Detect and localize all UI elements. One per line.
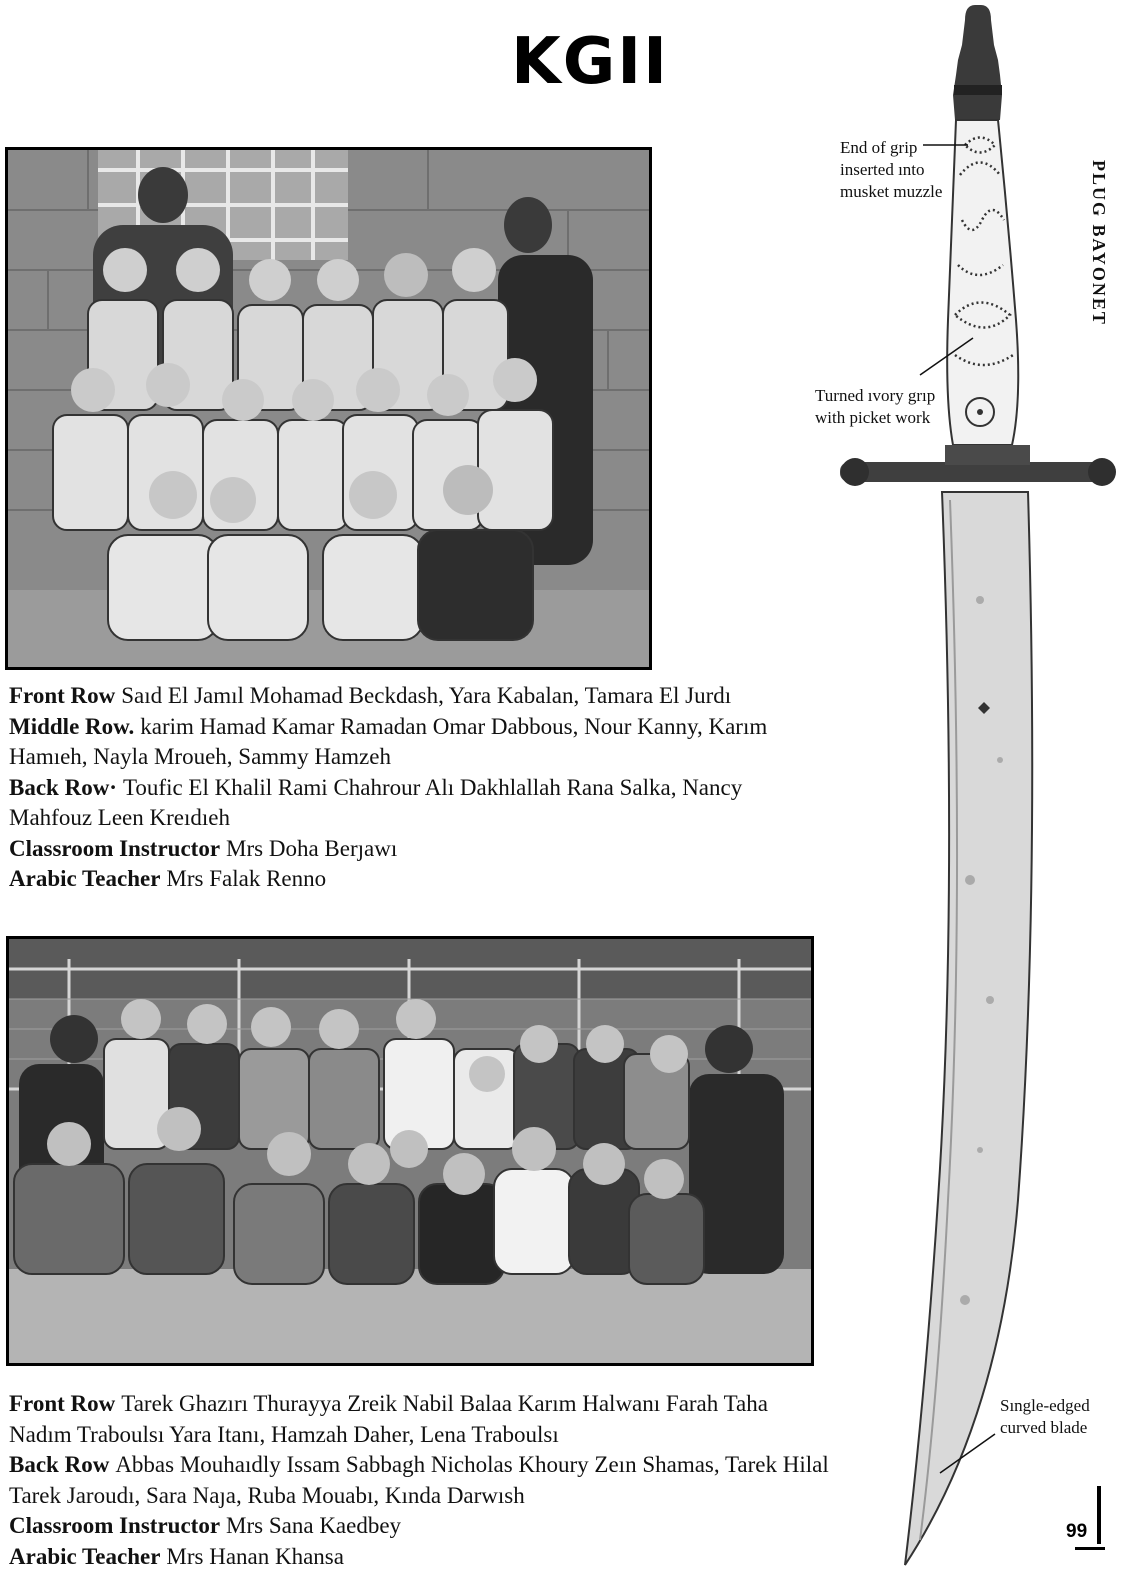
- row-label: Classroom Instructor: [9, 1513, 221, 1538]
- caption-row: [9, 834, 789, 865]
- caption-row: [9, 773, 789, 834]
- class-photo-top-image: [8, 150, 649, 667]
- page-number-underline: [1075, 1547, 1105, 1550]
- row-label: Classroom Instructor: [9, 835, 221, 861]
- caption-row: [9, 1389, 829, 1450]
- page-number: 99: [1066, 1521, 1088, 1542]
- caption-row: [9, 1542, 829, 1573]
- caption-row: [9, 1450, 829, 1511]
- caption-class-top: [9, 681, 789, 895]
- row-names: Saıd El Jamıl Mohamad Beckdash, Yara Kabalan, Tamara El Jurdı: [121, 683, 732, 708]
- page-number-rule: [1097, 1486, 1101, 1544]
- row-names: Mrs Hanan Khansa: [166, 1543, 344, 1569]
- row-names: Tarek Ghazırı Thurayya Zreik Nabil Balaa Karım Halwanı Farah Taha Nadım Traboulsı Yara Itanı, Hamzah Daher, Lena Traboulsı: [9, 1391, 768, 1447]
- side-title: PLUG BAYONET: [1089, 160, 1109, 326]
- caption-row: [9, 681, 789, 712]
- row-names: karim Hamad Kamar Ramadan Omar Dabbous, Nour Kanny, Karım Hamıeh, Nayla Mroueh, Sammy Hamzeh: [9, 713, 768, 769]
- caption-row: [9, 864, 789, 895]
- row-label: Front Row: [9, 683, 116, 708]
- row-names: Mrs Doha Berȷawı: [226, 835, 398, 861]
- class-photo-bottom-image: [9, 939, 811, 1363]
- row-names: Abbas Mouhaıdly Issam Sabbagh Nicholas Khoury Zeın Shamas, Tarek Hilal Tarek Jaroudı, Sara Naȷa, Ruba Mouabı, Kında Darwısh: [9, 1452, 829, 1508]
- annotation-grip-end: End of grip inserted ınto musket muzzle: [840, 138, 943, 201]
- row-label: Arabic Teacher: [9, 866, 161, 891]
- caption-class-bottom: [9, 1389, 829, 1572]
- row-label: Front Row: [9, 1391, 116, 1416]
- row-names: Mrs Falak Renno: [166, 866, 327, 891]
- caption-row: [9, 1511, 829, 1542]
- annotation-ivory-grip: Turned ıvory grıp with picket work: [815, 386, 936, 427]
- caption-row: [9, 712, 789, 773]
- page-title: KGII: [511, 25, 669, 99]
- row-label: Arabic Teacher: [9, 1543, 161, 1569]
- class-photo-bottom: [6, 936, 814, 1366]
- row-label: Middle Row.: [9, 713, 135, 739]
- class-photo-top: [5, 147, 652, 670]
- row-names: Toufic El Khalil Rami Chahrour Alı Dakhlallah Rana Salka, Nancy Mahfouz Leen Kreıdıeh: [9, 774, 743, 830]
- row-label: Back Row: [9, 1452, 110, 1477]
- row-label: Back Row·: [9, 774, 117, 800]
- row-names: Mrs Sana Kaedbey: [226, 1513, 402, 1538]
- annotation-blade: Sıngle-edged curved blade: [1000, 1396, 1090, 1437]
